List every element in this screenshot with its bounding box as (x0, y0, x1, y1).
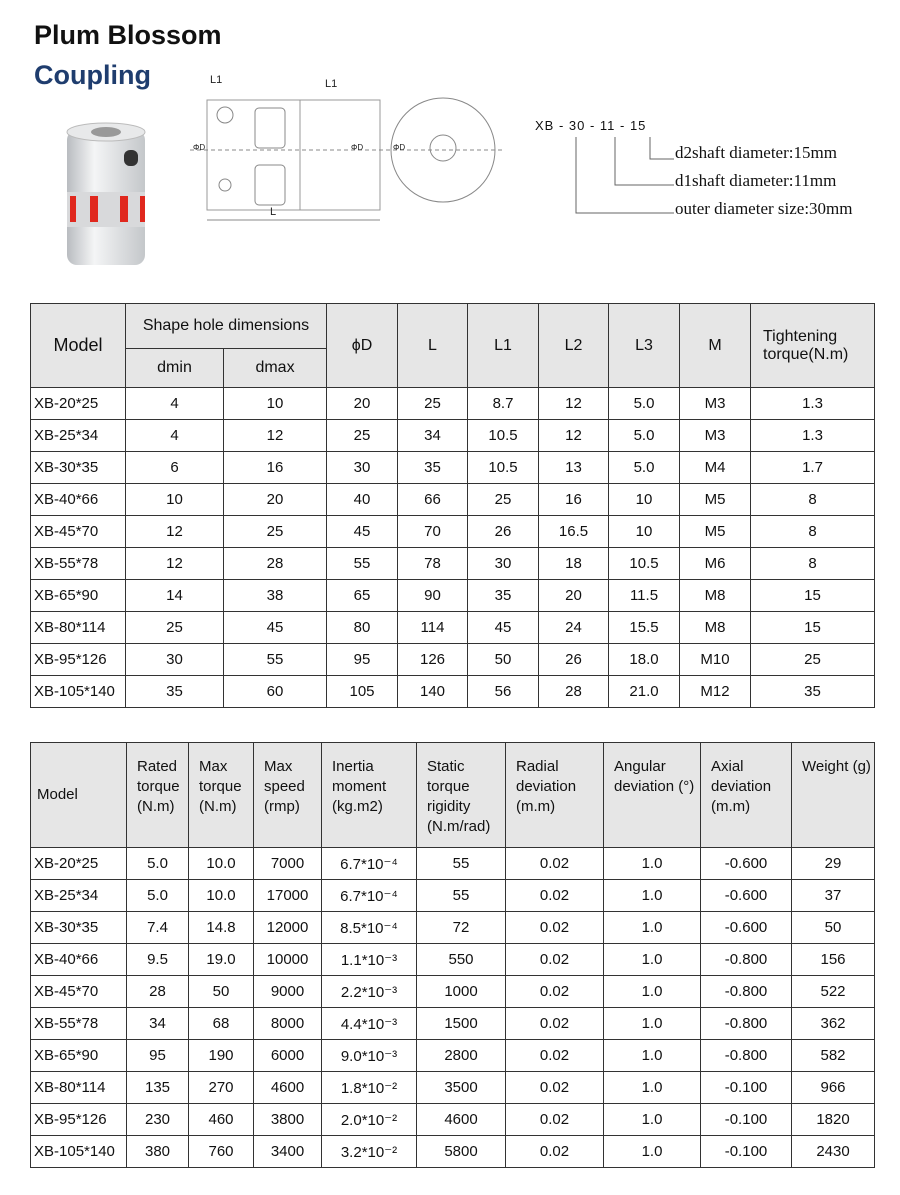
table-cell: 26 (468, 516, 539, 548)
table-cell: 34 (398, 420, 468, 452)
table-cell: 10.5 (609, 548, 680, 580)
cell-model: XB-55*78 (31, 548, 126, 580)
table-cell: 5.0 (609, 388, 680, 420)
column-header: Axial deviation (m.m) (701, 743, 792, 848)
table-cell: 40 (327, 484, 398, 516)
table-cell: 16 (224, 452, 327, 484)
table-cell: 35 (398, 452, 468, 484)
header-dmin: dmin (126, 349, 224, 388)
table-cell: 80 (327, 612, 398, 644)
performance-table (30, 742, 875, 1168)
table-cell: 30 (468, 548, 539, 580)
column-header: Rated torque (N.m) (127, 743, 189, 848)
table-cell: 1.3 (751, 420, 875, 452)
table-cell: 1.7 (751, 452, 875, 484)
table-cell: 10.0 (189, 848, 254, 880)
table-cell: 0.02 (506, 944, 604, 976)
table-cell: 0.02 (506, 1008, 604, 1040)
table-cell: 2.2*10⁻³ (322, 976, 417, 1008)
cell-model: XB-30*35 (31, 452, 126, 484)
table-cell: 10.5 (468, 452, 539, 484)
model-code-example: XB - 30 - 11 - 15 (535, 118, 647, 133)
legend-outer: outer diameter size:30mm (675, 199, 853, 218)
table-cell: 6000 (254, 1040, 322, 1072)
table-cell: 18.0 (609, 644, 680, 676)
table-cell: 7000 (254, 848, 322, 880)
table-cell: -0.100 (701, 1136, 792, 1168)
table-cell: 12 (539, 388, 609, 420)
table-cell: -0.800 (701, 944, 792, 976)
table-cell: 35 (751, 676, 875, 708)
cell-model: XB-65*90 (31, 580, 126, 612)
header-tightening-torque: Tightening torque(N.m) (751, 304, 875, 388)
dimension-drawing (185, 70, 515, 230)
table-cell: 3800 (254, 1104, 322, 1136)
table-cell: 0.02 (506, 1040, 604, 1072)
legend-d2: d2shaft diameter:15mm (675, 143, 837, 162)
table-row (31, 548, 875, 580)
header-m: M (680, 304, 751, 388)
table-cell: 1.0 (604, 976, 701, 1008)
table-cell: 1000 (417, 976, 506, 1008)
table-cell: 1820 (792, 1104, 875, 1136)
table-cell: 15 (751, 580, 875, 612)
label-l1: L1 (210, 74, 223, 86)
table-cell: 1500 (417, 1008, 506, 1040)
header-l1: L1 (468, 304, 539, 388)
table-cell: 68 (189, 1008, 254, 1040)
table-cell: 0.02 (506, 1072, 604, 1104)
table-cell: 0.02 (506, 976, 604, 1008)
table-cell: 20 (327, 388, 398, 420)
column-header: Radial deviation (m.m) (506, 743, 604, 848)
table-row (31, 880, 875, 912)
table-row (31, 976, 875, 1008)
cell-model: XB-80*114 (31, 1072, 127, 1104)
table-cell: 0.02 (506, 1104, 604, 1136)
table-cell: 6.7*10⁻⁴ (322, 880, 417, 912)
table-cell: 550 (417, 944, 506, 976)
table-cell: 50 (792, 912, 875, 944)
table-cell: 72 (417, 912, 506, 944)
table-cell: 12 (539, 420, 609, 452)
table-cell: 8.7 (468, 388, 539, 420)
table-row (31, 452, 875, 484)
table-cell: 95 (127, 1040, 189, 1072)
table-cell: 55 (327, 548, 398, 580)
table-cell: 362 (792, 1008, 875, 1040)
table-cell: M4 (680, 452, 751, 484)
table-cell: 13 (539, 452, 609, 484)
table-cell: 135 (127, 1072, 189, 1104)
cell-model: XB-45*70 (31, 976, 127, 1008)
table-cell: M6 (680, 548, 751, 580)
table-cell: 90 (398, 580, 468, 612)
column-header: Static torque rigidity (N.m/rad) (417, 743, 506, 848)
cell-model: XB-25*34 (31, 420, 126, 452)
table-cell: 29 (792, 848, 875, 880)
table-cell: 10 (224, 388, 327, 420)
table-cell: 28 (539, 676, 609, 708)
table-cell: -0.100 (701, 1104, 792, 1136)
column-header: Max speed (rmp) (254, 743, 322, 848)
column-header: Weight (g) (792, 743, 875, 848)
table-cell: 8 (751, 548, 875, 580)
coupling-photo (62, 120, 162, 270)
table-cell: 1.3 (751, 388, 875, 420)
table-cell: 1.8*10⁻² (322, 1072, 417, 1104)
table-row (31, 912, 875, 944)
table-row (31, 420, 875, 452)
table-cell: 16.5 (539, 516, 609, 548)
table-cell: 10 (609, 484, 680, 516)
table-cell: 5800 (417, 1136, 506, 1168)
table-cell: 10.5 (468, 420, 539, 452)
table-cell: 8 (751, 516, 875, 548)
table-cell: 28 (224, 548, 327, 580)
table-cell: 966 (792, 1072, 875, 1104)
table-row (31, 1136, 875, 1168)
table-cell: 4600 (254, 1072, 322, 1104)
table-cell: 34 (127, 1008, 189, 1040)
label-l1-right: L1 (325, 78, 338, 90)
table-cell: 1.1*10⁻³ (322, 944, 417, 976)
table-cell: 21.0 (609, 676, 680, 708)
table-cell: 8.5*10⁻⁴ (322, 912, 417, 944)
table-cell: 6.7*10⁻⁴ (322, 848, 417, 880)
table-cell: 2430 (792, 1136, 875, 1168)
table-cell: 30 (327, 452, 398, 484)
label-d2: ΦD (351, 143, 364, 152)
table-cell: 95 (327, 644, 398, 676)
table-cell: 460 (189, 1104, 254, 1136)
cell-model: XB-65*90 (31, 1040, 127, 1072)
table-cell: 126 (398, 644, 468, 676)
cell-model: XB-95*126 (31, 1104, 127, 1136)
table-cell: 140 (398, 676, 468, 708)
table-cell: M12 (680, 676, 751, 708)
table-cell: 20 (539, 580, 609, 612)
table-cell: 8000 (254, 1008, 322, 1040)
table-cell: 4 (126, 420, 224, 452)
label-d1: ΦD (193, 143, 206, 152)
table-cell: 4 (126, 388, 224, 420)
cell-model: XB-20*25 (31, 848, 127, 880)
table-cell: 55 (224, 644, 327, 676)
table-cell: 50 (189, 976, 254, 1008)
table-cell: 12000 (254, 912, 322, 944)
table-cell: 1.0 (604, 912, 701, 944)
table-cell: 26 (539, 644, 609, 676)
table-cell: 1.0 (604, 1072, 701, 1104)
table-cell: 12 (126, 548, 224, 580)
table-cell: M3 (680, 388, 751, 420)
header-shape-hole: Shape hole dimensions (126, 304, 327, 349)
table-cell: 11.5 (609, 580, 680, 612)
table-cell: 20 (224, 484, 327, 516)
table-cell: 17000 (254, 880, 322, 912)
table-cell: 3500 (417, 1072, 506, 1104)
header-l2: L2 (539, 304, 609, 388)
table-cell: 45 (224, 612, 327, 644)
table-cell: 10 (126, 484, 224, 516)
table-cell: 1.0 (604, 848, 701, 880)
table-cell: -0.100 (701, 1072, 792, 1104)
table-cell: 2.0*10⁻² (322, 1104, 417, 1136)
table-cell: 230 (127, 1104, 189, 1136)
cell-model: XB-95*126 (31, 644, 126, 676)
table-cell: 25 (327, 420, 398, 452)
table-cell: 3.2*10⁻² (322, 1136, 417, 1168)
table-row (31, 1072, 875, 1104)
table-cell: 6 (126, 452, 224, 484)
table-cell: -0.800 (701, 1040, 792, 1072)
cell-model: XB-105*140 (31, 1136, 127, 1168)
table-cell: 78 (398, 548, 468, 580)
table-cell: 5.0 (127, 880, 189, 912)
table-cell: M3 (680, 420, 751, 452)
table-cell: 50 (468, 644, 539, 676)
table-cell: 5.0 (609, 452, 680, 484)
code-leader-lines (570, 135, 680, 220)
table-cell: 70 (398, 516, 468, 548)
table-cell: 65 (327, 580, 398, 612)
table-row (31, 484, 875, 516)
table-cell: 15 (751, 612, 875, 644)
table-cell: 19.0 (189, 944, 254, 976)
table-cell: 25 (398, 388, 468, 420)
table-cell: 5.0 (127, 848, 189, 880)
table-cell: 9.0*10⁻³ (322, 1040, 417, 1072)
table-row (31, 516, 875, 548)
table-cell: 156 (792, 944, 875, 976)
table-row (31, 1008, 875, 1040)
table-row (31, 676, 875, 708)
header-d: ϕD (327, 304, 398, 388)
table-cell: 105 (327, 676, 398, 708)
table-cell: 60 (224, 676, 327, 708)
table-cell: 4600 (417, 1104, 506, 1136)
table-cell: 38 (224, 580, 327, 612)
table-cell: 582 (792, 1040, 875, 1072)
table-cell: -0.800 (701, 1008, 792, 1040)
table-cell: 760 (189, 1136, 254, 1168)
column-header: Angular deviation (°) (604, 743, 701, 848)
table-cell: 14 (126, 580, 224, 612)
table-cell: 4.4*10⁻³ (322, 1008, 417, 1040)
header-l: L (398, 304, 468, 388)
table-cell: 10000 (254, 944, 322, 976)
table-cell: 1.0 (604, 1104, 701, 1136)
table-cell: 12 (126, 516, 224, 548)
table-cell: M8 (680, 612, 751, 644)
table-cell: M5 (680, 516, 751, 548)
cell-model: XB-40*66 (31, 944, 127, 976)
table-cell: M5 (680, 484, 751, 516)
table-cell: 25 (751, 644, 875, 676)
title-coupling: Coupling (34, 60, 151, 90)
table-cell: 24 (539, 612, 609, 644)
table-cell: 8 (751, 484, 875, 516)
table-cell: M10 (680, 644, 751, 676)
table-cell: 35 (468, 580, 539, 612)
table-cell: -0.600 (701, 848, 792, 880)
legend-d1: d1shaft diameter:11mm (675, 171, 837, 190)
table-row (31, 612, 875, 644)
table-cell: 25 (468, 484, 539, 516)
table-cell: 66 (398, 484, 468, 516)
title-plum-blossom: Plum Blossom (34, 20, 222, 50)
table-cell: 3400 (254, 1136, 322, 1168)
table-cell: 14.8 (189, 912, 254, 944)
table-row (31, 388, 875, 420)
table-cell: 35 (126, 676, 224, 708)
table-cell: 45 (468, 612, 539, 644)
table-cell: 55 (417, 880, 506, 912)
cell-model: XB-25*34 (31, 880, 127, 912)
table-cell: 12 (224, 420, 327, 452)
cell-model: XB-20*25 (31, 388, 126, 420)
table-row (31, 944, 875, 976)
table-row (31, 1040, 875, 1072)
table-cell: 10 (609, 516, 680, 548)
table-cell: 15.5 (609, 612, 680, 644)
table-cell: 114 (398, 612, 468, 644)
table-cell: -0.600 (701, 912, 792, 944)
cell-model: XB-45*70 (31, 516, 126, 548)
table-cell: 380 (127, 1136, 189, 1168)
table-cell: 1.0 (604, 1136, 701, 1168)
table-cell: 2800 (417, 1040, 506, 1072)
label-d: ΦD (393, 143, 406, 152)
dimensions-table (30, 303, 875, 708)
table-row (31, 1104, 875, 1136)
table-cell: 5.0 (609, 420, 680, 452)
header-dmax: dmax (224, 349, 327, 388)
table-cell: -0.800 (701, 976, 792, 1008)
table-cell: 1.0 (604, 1008, 701, 1040)
table-cell: 7.4 (127, 912, 189, 944)
table-cell: 30 (126, 644, 224, 676)
table-row (31, 644, 875, 676)
table-cell: 1.0 (604, 880, 701, 912)
table-cell: M8 (680, 580, 751, 612)
cell-model: XB-105*140 (31, 676, 126, 708)
cell-model: XB-40*66 (31, 484, 126, 516)
table-cell: 28 (127, 976, 189, 1008)
cell-model: XB-80*114 (31, 612, 126, 644)
table-cell: 55 (417, 848, 506, 880)
table-cell: 37 (792, 880, 875, 912)
header-model: Model (31, 304, 126, 388)
cell-model: XB-30*35 (31, 912, 127, 944)
cell-model: XB-55*78 (31, 1008, 127, 1040)
table-cell: 1.0 (604, 1040, 701, 1072)
table-cell: 9000 (254, 976, 322, 1008)
table-row (31, 848, 875, 880)
table-cell: 0.02 (506, 848, 604, 880)
table-cell: 25 (126, 612, 224, 644)
table-cell: 45 (327, 516, 398, 548)
table-cell: 25 (224, 516, 327, 548)
table-cell: 522 (792, 976, 875, 1008)
table-cell: 270 (189, 1072, 254, 1104)
table-cell: 18 (539, 548, 609, 580)
table-cell: 56 (468, 676, 539, 708)
table-cell: -0.600 (701, 880, 792, 912)
label-l: L (270, 206, 277, 218)
column-header: Inertia moment (kg.m2) (322, 743, 417, 848)
column-header: Max torque (N.m) (189, 743, 254, 848)
table-row (31, 580, 875, 612)
column-header: Model (31, 743, 127, 848)
table-cell: 0.02 (506, 880, 604, 912)
header-l3: L3 (609, 304, 680, 388)
table-cell: 10.0 (189, 880, 254, 912)
table-cell: 190 (189, 1040, 254, 1072)
table-cell: 9.5 (127, 944, 189, 976)
table-cell: 0.02 (506, 912, 604, 944)
table-cell: 0.02 (506, 1136, 604, 1168)
table-cell: 1.0 (604, 944, 701, 976)
table-cell: 16 (539, 484, 609, 516)
